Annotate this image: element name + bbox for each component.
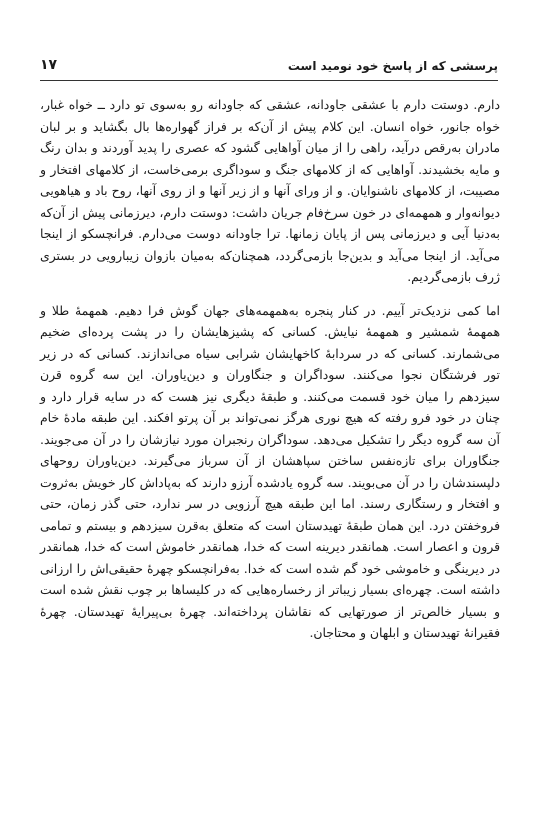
running-header xyxy=(40,57,498,79)
body-text xyxy=(40,94,500,644)
paragraph: اما کمی نزدیک‌تر آییم. در کنار پنجره به‌همهمه‌های جهان گوش فرا دهیم. همهمهٔ طلا و همهمهٔ شمشیر و همهمهٔ نیایش. کسانی که پشیزهایشان را در پشت پرده‌ای ضخیم می‌شمارند. کسانی که در سردابهٔ کاخهایشان شرابی سیاه می‌اندازند. کسانی که در زیر تور فرشتگان نجوا می‌کنند. سوداگران و جنگاوران و دین‌یاوران. این سه گروه قرن سیزدهم را میان خود قسمت می‌کنند. و طبقهٔ دیگری نیز هست که در سایه قرار دارد و چنان در خود فرو رفته که هیچ نوری هرگز نمی‌تواند بر آن پرتو افکند. این طبقه مادهٔ خام آن سه گروه دیگر را تشکیل می‌دهد. سوداگران رنجبران مورد نیازشان را در آن می‌جویند. جنگاوران برای تازه‌نفس ساختن سپاهشان از آن سرباز می‌گیرند. دین‌یاوران روحهای دلپسندشان را در آن می‌بویند. سه گروه یادشده آرزو دارند که به‌پاداش کار خویش به‌ثروت و افتخار و رستگاری رسند. اما این طبقه هیچ آرزویی در سر ندارد، حتی گذر زمان، حتی فروخفتن درد. این همان طبقهٔ تهیدستان است که متعلق به‌قرن سیزدهم و بیستم و تمامی قرون و اعصار است. همانقدر دیرینه است که خدا، همانقدر خاموش است که خدا، همانقدر در دیرینگی و خاموشی خود گم شده است که خدا. به‌فرانچسکو چهرهٔ حقیقی‌اش را ارزانی داشته است. چهره‌ای بسیار زیباتر از رخساره‌هایی که در کلیساها بر چوب نقش شده است و بسیار خالص‌تر از صورتهایی که نقاشان پرداخته‌اند. چهرهٔ بی‌پیرایهٔ تهیدستان. چهرهٔ فقیرانهٔ تهیدستان و ابلهان و محتاجان. xyxy=(40,302,500,640)
page-number: ۱۷ xyxy=(40,57,58,73)
running-title: پرسشی که از پاسخ خود نومید است xyxy=(287,59,498,73)
paragraph: دارم. دوستت دارم با عشقی جاودانه، عشقی که جاودانه رو به‌سوی تو دارد ــ خواه غبار، خواه جانور، خواه انسان. این کلام پیش از آن‌که بر فراز گهواره‌ها بال بگشاید و بر لبان مادران به‌رقص درآید، راهی را از میان آواهایی گشود که عصری را پدید آوردند و بدان رنگ و مایه بخشیدند. آواهایی که از کلامهای جنگ و سوداگری برمی‌خاست، از کلامهای افتخار و مصیبت، از کلامهای ناشنوایان. و از ورای آنها و از زیر آنها و از روی آنها، روح باد و هیاهویی دیوانه‌وار و همهمه‌ای در خون سرخ‌فام جریان داشت: دوستت دارم، دیرزمانی پیش از آن‌که به‌دنیا آیی و دیرزمانی پس از پایان زمانها. ترا جاودانه دوست می‌دارم. فرانچسکو از اینجا می‌آید. از اینجا می‌آید و بدین‌جا بازمی‌گردد، همچنان‌که به‌میان بازوان زیبارویی در بستری ژرف بازمی‌گردیم. xyxy=(40,97,500,284)
header-divider xyxy=(40,80,498,81)
